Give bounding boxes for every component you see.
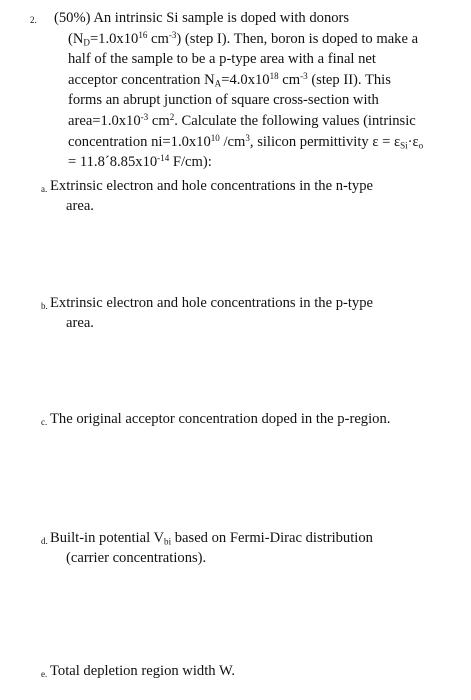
question-e [41,661,460,681]
problem-line-2: ($N_D=1.0x10^{16}$ $cm^{-3}$) (step I). Then, boron is doped to make a [68,29,419,47]
problem-line-4: acceptor concentration $N_A=4.0x10^{18}$ $cm^{-3}$ (step II). This [68,70,391,89]
problem-text [54,8,460,173]
problem-statement [30,8,460,173]
question-b-line-2: area. [66,315,94,331]
question-c-line-1: The original acceptor concentration doped in the p-region. [50,411,391,427]
question-b [41,293,460,333]
question-d [41,528,460,568]
question-d-line-2: (carrier concentrations). [66,550,207,566]
problem-line-7: concentration $ni=1.0x10^{10}$ $/cm^3$, silicon permittivity $\varepsilon = \varepsilon_{Si}\cdot\varepsilon_o$ [68,132,424,150]
question-b-line-1: Extrinsic electron and hole concentrations in the p-type [50,295,373,311]
question-e-marker: e. [41,669,48,679]
question-c [41,409,460,429]
problem-line-1: (50%) An intrinsic Si sample is doped with donors [54,10,350,26]
question-d-marker: d. [41,536,48,546]
problem-line-3: half of the sample to be a p-type area with a final net [68,51,376,68]
problem-number: 2. [30,15,37,25]
question-e-line-1: Total depletion region width W. [50,663,236,679]
question-a-line-1: Extrinsic electron and hole concentrations in the n-type [50,178,373,194]
problem-line-8: = $11.8´8.85x10^{-14}$ F/cm): [68,153,212,171]
question-b-marker: b. [41,301,48,311]
question-a-line-2: area. [66,198,94,214]
problem-line-5: forms an abrupt junction of square cross-section with [68,92,379,109]
question-d-line-1: Built-in potential $V_{bi}$ based on Fermi-Dirac distribution [50,530,373,547]
question-a [41,176,460,216]
question-c-marker: c. [41,417,48,427]
question-a-marker: a. [41,184,48,194]
problem-line-6: $area=1.0x10^{-3}$ $cm^2$. Calculate the following values (intrinsic [68,112,416,129]
